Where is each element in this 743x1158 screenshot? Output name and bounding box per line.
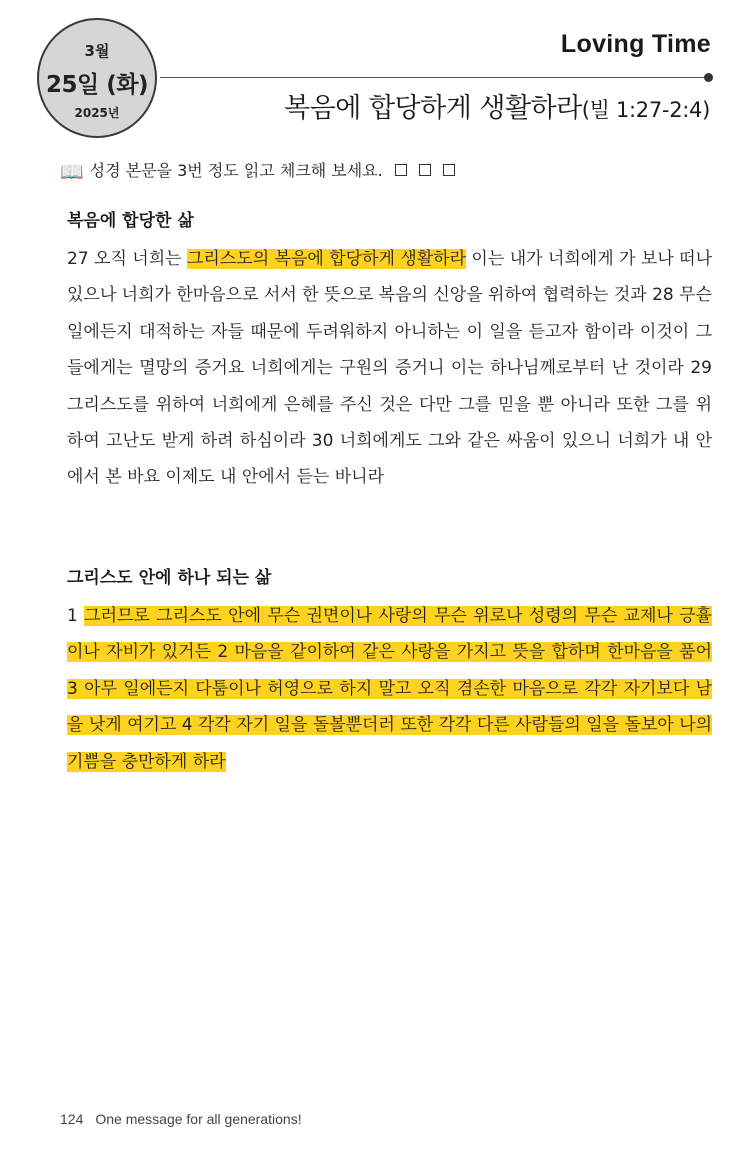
section-heading: 복음에 합당한 삶 [67, 211, 194, 231]
book-icon: 📖 [60, 161, 84, 183]
page-title [284, 86, 710, 125]
section-worthy-life [67, 206, 712, 496]
scripture-reference: (빌 1:27-2:4) [581, 98, 710, 122]
section-heading: 그리스도 안에 하나 되는 삶 [67, 568, 272, 588]
date-year: 2025년 [74, 106, 120, 120]
scripture-text-plain: 이는 내가 너희에게 가 보나 떠나 있으나 너희가 한마음으로 서서 한 뜻으로 복음의 신앙을 위하여 협력하는 것과 28 무슨 일에든지 대적하는 자들 때문에 두려워하지 아니하는 이 일을 듣고자 함이라 이것이 그들에게는 멸망의 증거요 너희에게는 구원의 증거니 이는 하나님께로부터 난 것이라 29 그리스도를 위하여 너희에게 은혜를 주신 것은 다만 그를 믿을 뿐 아니라 또한 그를 위하여 고난도 받게 하려 하심이라 30 너희에게도 그와 같은 싸움이 있으니 너희가 내 안에서 본 바요 이제도 내 안에서 듣는 바니라 [67, 249, 713, 488]
date-badge [37, 18, 157, 138]
section-united-life [67, 563, 712, 780]
page-title-main: 복음에 합당하게 생활하라 [284, 93, 582, 124]
highlighted-text: 그리스도의 복음에 합당하게 생활하라 [187, 249, 467, 269]
reading-checkbox-2[interactable] [419, 164, 431, 176]
scripture-text-plain: 1 [67, 606, 85, 626]
highlighted-text: 그러므로 그리스도 안에 무슨 권면이나 사랑의 무슨 위로나 성령의 무슨 교제나 긍휼이나 자비가 있거든 2 마음을 같이하여 같은 사랑을 가지고 뜻을 합하며 한마음을 품어 3 아무 일에든지 다툼이나 허영으로 하지 말고 오직 겸손한 마음으로 각각 자기보다 남을 낫게 여기고 4 각각 자기 일을 돌볼뿐더러 또한 각각 다른 사람들의 일을 돌보아 나의 기쁨을 충만하게 하라 [67, 606, 712, 772]
scripture-text [67, 598, 712, 780]
brand-title: Loving Time [560, 30, 711, 58]
footer-tagline: One message for all generations! [95, 1111, 302, 1127]
date-day: 25일 (화) [46, 72, 148, 98]
reading-checkbox-1[interactable] [395, 164, 407, 176]
scripture-text [67, 241, 712, 496]
instruction-text: 성경 본문을 3번 정도 읽고 체크해 보세요. [89, 161, 383, 180]
header-divider [160, 77, 708, 78]
reading-checkbox-3[interactable] [443, 164, 455, 176]
header-divider-dot [704, 73, 713, 82]
date-month: 3월 [84, 42, 110, 60]
reading-instruction [60, 158, 455, 183]
page-footer [60, 1111, 302, 1127]
scripture-text-plain: 27 오직 너희는 [67, 249, 187, 269]
page-number: 124 [60, 1111, 84, 1127]
